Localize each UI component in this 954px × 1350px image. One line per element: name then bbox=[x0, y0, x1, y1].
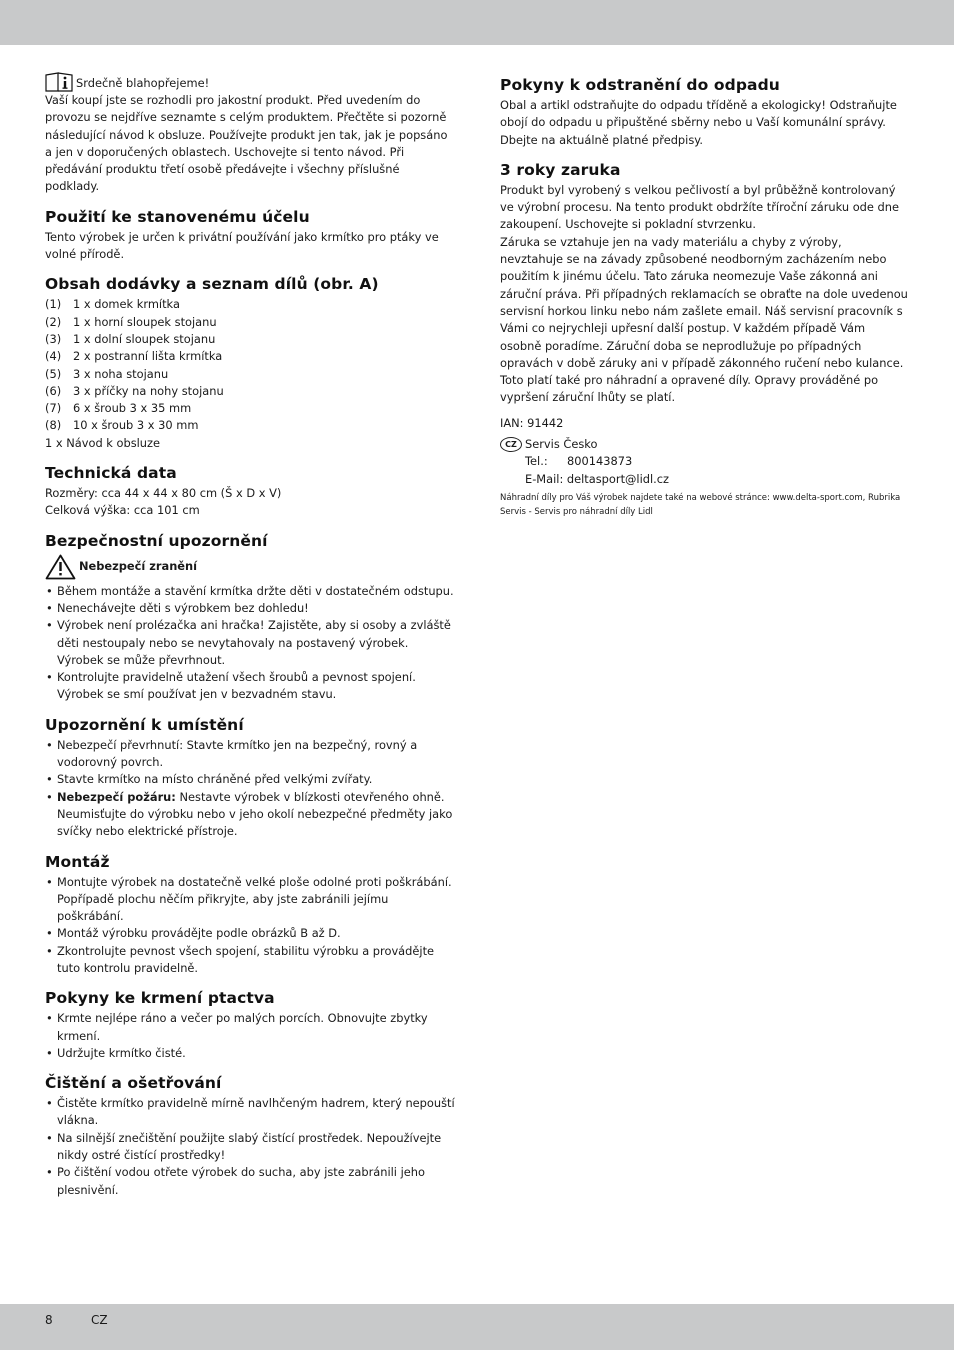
service-contact bbox=[500, 436, 908, 488]
list-item: • Stavte krmítko na místo chráněné před velkými zvířaty. bbox=[45, 771, 457, 788]
list-item: • Montáž výrobku provádějte podle obrázků B až D. bbox=[45, 925, 457, 942]
intro-section bbox=[45, 72, 457, 196]
fire-warning-label: Nebezpečí požáru: bbox=[57, 789, 176, 804]
list-item: (6) 3 x příčky na nohy stojanu bbox=[45, 383, 224, 398]
placement-list bbox=[45, 737, 457, 841]
list-item: • Udržujte krmítko čisté. bbox=[45, 1045, 457, 1062]
list-item: • Po čištění vodou otřete výrobek do sucha, aby jste zabránili jeho plesnivění. bbox=[45, 1164, 457, 1199]
contents-title: Obsah dodávky a seznam dílů (obr. A) bbox=[45, 275, 379, 294]
tech-title: Technická data bbox=[45, 464, 177, 483]
list-item: • Nebezpečí požáru: Nestavte výrobek v blízkosti otevřeného ohně. Neumisťujte do výrobku nebo v jeho okolí nebezpečné předměty jako svíčky nebo elektrické přístroje. bbox=[45, 789, 457, 841]
list-item: (8) 10 x šroub 3 x 30 mm bbox=[45, 418, 199, 433]
warranty-text-1: Produkt byl vyrobený s velkou pečlivostí a byl průběžně kontrolovaný ve výrobní procesu. Na tento produkt obdržíte tříroční záruku ode dne zakoupení. Uschovejte si pokladní stvrzenku. bbox=[500, 182, 899, 232]
warranty-title: 3 roky zaruka bbox=[500, 160, 621, 179]
spare-parts-note: Náhradní díly pro Váš výrobek najdete také na webové stránce: www.delta-sport.com, Rubrika Servis - Servis pro náhradní díly Lidl bbox=[500, 492, 901, 517]
list-item: • Výrobek není prolézačka ani hračka! Zajistěte, aby si osoby a zvláště děti nestoupaly nebo se nevytahovaly na postavený výrobek. Výrobek se může převrhnout. bbox=[45, 617, 457, 669]
contents-extra: 1 x Návod k obsluze bbox=[45, 435, 161, 450]
list-item: (5) 3 x noha stojanu bbox=[45, 366, 169, 381]
placement-title: Upozornění k umístění bbox=[45, 715, 244, 734]
phone-number: 800143873 bbox=[567, 454, 633, 469]
list-item: (1) 1 x domek krmítka bbox=[45, 297, 180, 312]
list-item: • Na silnější znečištění použijte slabý čistící prostředek. Nepoužívejte nikdy ostré čistící prostředky! bbox=[45, 1130, 457, 1165]
list-item: (4) 2 x postranní lišta krmítka bbox=[45, 349, 223, 364]
list-item: • Během montáže a stavění krmítka držte děti v dostatečném odstupu. bbox=[45, 583, 457, 600]
contents-list bbox=[45, 296, 457, 452]
list-item: • Montujte výrobek na dostatečně velké ploše odolné proti poškrábání. Popřípadě plochu něčím přikryjte, aby jste zabránili jejímu poškrábání. bbox=[45, 874, 457, 926]
ian-number: IAN: 91442 bbox=[500, 415, 564, 430]
warning-label: Nebezpečí zranění bbox=[79, 558, 198, 573]
phone-label: Tel.: bbox=[525, 454, 548, 469]
disposal-title: Pokyny k odstranění do odpadu bbox=[500, 76, 780, 94]
intro-text: Vaší koupí jste se rozhodli pro jakostní produkt. Před uvedením do provozu se nejdříve seznamte s celým produktem. Přečtěte si pozorně následující návod k obsluze. Používejte produkt jen tak, jak je popsáno a jen v doporučených oblastech. Uschovejte si tento návod. Při předávání produktu třetí osobě předávejte i všechny příslušné podklady. bbox=[45, 93, 448, 194]
purpose-title: Použití ke stanovenému účelu bbox=[45, 207, 310, 226]
assembly-list bbox=[45, 874, 457, 978]
cleaning-title: Čištění a ošetřování bbox=[45, 1074, 222, 1093]
feeding-list bbox=[45, 1010, 457, 1062]
warning-line bbox=[45, 554, 457, 580]
cleaning-list bbox=[45, 1095, 457, 1199]
warning-triangle-icon bbox=[45, 554, 76, 580]
header-bar bbox=[0, 0, 954, 45]
list-item: (3) 1 x dolní sloupek stojanu bbox=[45, 331, 216, 346]
page-number: 8 bbox=[45, 1313, 53, 1327]
right-column bbox=[500, 64, 908, 519]
list-item: (7) 6 x šroub 3 x 35 mm bbox=[45, 401, 192, 416]
service-name: Servis Česko bbox=[525, 437, 598, 452]
warranty-text-2: Záruka se vztahuje jen na vady materiálu a chyby z výroby, nevztahuje se na závady způsobené neodborným zacházením nebo použitím k jinému účelu. Tato záruka neomezuje Vaše zákonná ani záruční práva. Při případných reklamacích se obraťte na dole uvedenou servisní horkou linku nebo nám zašlete email. Náš servisní pracovník s Vámi co nejrychleji upřesní další postup. V každém případě Vám osobně poradíme. Záruční doba se neprodlužuje po případných opravách v době záruky ani v případě zákonného ručení nebo kulance. Toto platí také pro náhradní a opravené díly. Opravy prováděné po vypršení záruční lhůty se platí. bbox=[500, 234, 908, 405]
safety-list bbox=[45, 583, 457, 704]
book-info-icon bbox=[45, 72, 74, 92]
tech-dimensions: Rozměry: cca 44 x 44 x 80 cm (Š x D x V) bbox=[45, 486, 282, 501]
list-item: • Zkontrolujte pevnost všech spojení, stabilitu výrobku a provádějte tuto kontrolu pravidelně. bbox=[45, 943, 457, 978]
list-item: • Nebezpečí převrhnutí: Stavte krmítko jen na bezpečný, rovný a vodorovný povrch. bbox=[45, 737, 457, 772]
feeding-title: Pokyny ke krmení ptactva bbox=[45, 989, 275, 1008]
assembly-title: Montáž bbox=[45, 852, 110, 871]
tech-height: Celková výška: cca 101 cm bbox=[45, 503, 200, 518]
country-badge: CZ bbox=[500, 437, 522, 452]
safety-title: Bezpečnostní upozornění bbox=[45, 531, 268, 550]
list-item: • Čistěte krmítko pravidelně mírně navlhčeným hadrem, který nepouští vlákna. bbox=[45, 1095, 457, 1130]
list-item: • Nenechávejte děti s výrobkem bez dohledu! bbox=[45, 600, 457, 617]
disposal-text: Obal a artikl odstraňujte do odpadu tříděně a ekologicky! Odstraňujte obojí do odpadu u připuštěné sběrny nebo u Vaší komunální správy. Dbejte na aktuálně platné předpisy. bbox=[500, 98, 897, 147]
list-item: (2) 1 x horní sloupek stojanu bbox=[45, 314, 217, 329]
footer-bar bbox=[0, 1304, 954, 1350]
purpose-text: Tento výrobek je určen k privátní používání jako krmítko pro ptáky ve volné přírodě. bbox=[45, 229, 439, 262]
intro-greeting: Srdečně blahopřejeme! bbox=[76, 75, 210, 90]
left-column bbox=[45, 72, 457, 1199]
email-address: E-Mail: deltasport@lidl.cz bbox=[525, 471, 670, 486]
list-item: • Kontrolujte pravidelně utažení všech šroubů a pevnost spojení. Výrobek se smí používat jen v bezvadném stavu. bbox=[45, 669, 457, 704]
list-item: • Krmte nejlépe ráno a večer po malých porcích. Obnovujte zbytky krmení. bbox=[45, 1010, 457, 1045]
language-code: CZ bbox=[91, 1313, 108, 1327]
phone-row bbox=[525, 453, 669, 470]
